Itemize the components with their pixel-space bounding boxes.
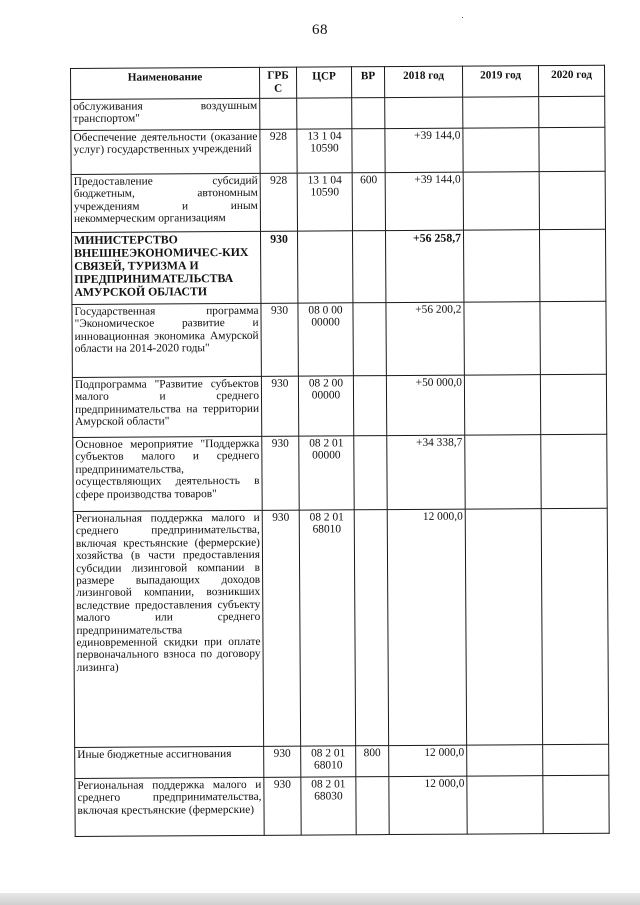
row-2020	[541, 508, 608, 744]
header-grbs: ГРБ С	[259, 67, 296, 98]
row-name: МИНИСТЕРСТВО ВНЕШНЕЭКОНОМИЧЕС-КИХ СВЯЗЕЙ, ТУРИЗМА И ПРЕДПРИНИМАТЕЛЬСТВА АМУРСКОЙ ОБЛАСТИ	[72, 231, 261, 304]
row-2018: +39 144,0	[385, 172, 463, 230]
row-2019	[463, 230, 539, 302]
row-2020	[540, 301, 606, 374]
row-2020	[541, 434, 607, 508]
row-grbs	[260, 98, 297, 129]
row-2019	[465, 509, 542, 745]
row-2018: 12 000,0	[389, 745, 467, 776]
row-2019	[463, 97, 539, 128]
row-2018: +39 144,0	[385, 128, 463, 172]
row-2019	[467, 776, 543, 834]
row-2020	[539, 96, 605, 127]
row-vr: 800	[356, 746, 389, 777]
row-name: Предоставление субсидий бюджетным, автономным учреждениям и иным некоммерческим организациям	[71, 173, 260, 232]
row-2020	[540, 374, 606, 434]
row-2019	[464, 375, 540, 435]
row-csr: 08 2 01 68030	[301, 777, 356, 835]
table-row	[72, 374, 606, 437]
table-row	[72, 301, 606, 377]
row-csr: 08 2 01 00000	[299, 436, 354, 510]
row-vr	[352, 98, 385, 129]
row-2020	[543, 775, 609, 833]
table-row	[71, 171, 605, 232]
row-2018: +56 200,2	[386, 302, 464, 375]
scan-bottom-edge	[0, 893, 640, 905]
row-2018: 12 000,0	[389, 776, 467, 834]
row-csr	[297, 98, 352, 129]
header-2019: 2019 год	[462, 66, 538, 97]
header-csr: ЦСР	[296, 67, 351, 98]
row-vr: 600	[352, 173, 385, 231]
row-name: Региональная поддержка малого и среднего предпринимательства, включая крестьянские (фермерские) хозяйства (в части предоставления субсидии лизинговой компании в размере выпадающих доходов лизинговой компании, возникших вследствие предоставления субъекту малого или среднего предпринимательства единовременной скидки при оплате первоначального взноса по договору лизинга)	[73, 510, 263, 747]
row-grbs: 930	[264, 746, 301, 777]
row-vr	[352, 231, 385, 303]
row-grbs: 930	[261, 376, 298, 436]
row-grbs: 930	[262, 510, 300, 746]
scan-speck	[462, 17, 463, 18]
row-vr	[354, 436, 387, 510]
row-grbs: 930	[261, 303, 298, 376]
row-vr	[354, 510, 388, 746]
row-2018: +34 338,7	[387, 435, 465, 509]
header-vr: ВР	[351, 67, 384, 98]
row-2018: +56 258,7	[385, 230, 463, 302]
row-2020	[539, 171, 605, 229]
table-row-ministry	[72, 229, 606, 304]
table-row	[71, 96, 605, 130]
row-2019	[464, 302, 540, 375]
table-row	[75, 744, 609, 778]
row-2018: +50 000,0	[386, 375, 464, 435]
row-name: Государственная программа "Экономическое развитие и инновационная экономика Амурской области на 2014-2020 годы"	[72, 303, 261, 377]
row-2019	[463, 128, 539, 172]
table-row	[75, 775, 609, 836]
row-grbs: 930	[262, 436, 299, 510]
page-number: 68	[312, 22, 328, 38]
row-vr	[352, 129, 385, 173]
row-grbs: 928	[260, 173, 297, 231]
row-2019	[467, 745, 543, 776]
row-2019	[463, 172, 539, 230]
row-2019	[465, 435, 541, 509]
table-row	[71, 127, 605, 174]
row-2020	[543, 744, 609, 775]
row-csr: 08 2 01 68010	[301, 746, 356, 777]
row-grbs: 928	[260, 129, 297, 173]
row-csr: 08 2 01 68010	[299, 510, 355, 746]
row-name: обслуживания воздушным транспортом"	[71, 98, 260, 130]
row-csr	[298, 231, 353, 303]
header-2018: 2018 год	[384, 66, 462, 97]
row-name: Подпрограмма "Развитие субъектов малого и среднего предпринимательства на территории Амурской области"	[72, 376, 261, 437]
row-name: Иные бюджетные ассигнования	[75, 746, 264, 778]
table-row	[73, 434, 607, 511]
row-grbs: 930	[261, 231, 298, 303]
row-name: Основное мероприятие "Поддержка субъектов малого и среднего предпринимательства, осуществляющих деятельность в сфере производства товаров"	[73, 436, 262, 511]
row-csr: 08 0 00 00000	[298, 303, 353, 376]
row-2020	[539, 229, 605, 301]
header-row	[71, 65, 605, 99]
row-vr	[353, 376, 386, 436]
row-vr	[353, 303, 386, 376]
row-name: Обеспечение деятельности (оказание услуг) государственных учреждений	[71, 129, 260, 174]
row-grbs: 930	[264, 777, 301, 835]
header-2020: 2020 год	[538, 65, 604, 96]
row-name: Региональная поддержка малого и среднего предпринимательства, включая крестьянские (фермерские)	[75, 777, 264, 836]
header-name: Наименование	[71, 67, 260, 99]
table-row	[73, 508, 608, 747]
row-csr: 13 1 04 10590	[297, 173, 352, 231]
row-2020	[539, 127, 605, 171]
budget-table	[70, 65, 610, 837]
row-2018	[385, 97, 463, 128]
row-2018: 12 000,0	[387, 509, 466, 745]
row-csr: 13 1 04 10590	[297, 129, 352, 173]
row-vr	[356, 777, 389, 835]
row-csr: 08 2 00 00000	[298, 376, 353, 436]
